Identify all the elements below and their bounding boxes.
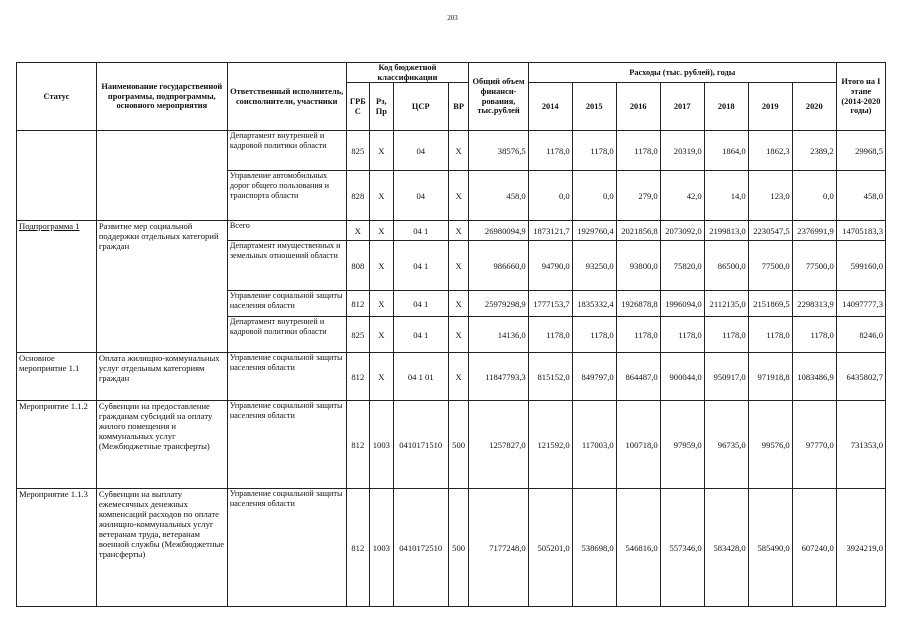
header-year: 2019 (748, 83, 792, 131)
total-cell: 7177248,0 (469, 489, 528, 607)
csr-cell: 04 (393, 131, 448, 171)
year-value-cell: 14,0 (704, 171, 748, 221)
year-value-cell: 864487,0 (616, 353, 660, 401)
header-year: 2015 (572, 83, 616, 131)
year-value-cell: 2073092,0 (660, 221, 704, 241)
year-value-cell: 100718,0 (616, 401, 660, 489)
header-year: 2018 (704, 83, 748, 131)
year-value-cell: 93800,0 (616, 241, 660, 291)
year-value-cell: 93250,0 (572, 241, 616, 291)
rzpr-cell: 1003 (370, 489, 394, 607)
header-status: Статус (17, 63, 97, 131)
total-cell: 458,0 (469, 171, 528, 221)
year-value-cell: 950917,0 (704, 353, 748, 401)
year-value-cell: 815152,0 (528, 353, 572, 401)
year-value-cell: 900044,0 (660, 353, 704, 401)
year-value-cell: 77500,0 (748, 241, 792, 291)
rzpr-cell: 1003 (370, 401, 394, 489)
header-rzpr: Рз, Пр (370, 83, 394, 131)
csr-cell: 04 1 (393, 317, 448, 353)
year-value-cell: 42,0 (660, 171, 704, 221)
vr-cell: Х (448, 171, 469, 221)
grbs-cell: 812 (346, 401, 370, 489)
year-value-cell: 2151869,5 (748, 291, 792, 317)
year-value-cell: 123,0 (748, 171, 792, 221)
header-expenses: Расходы (тыс. рублей), годы (528, 63, 836, 83)
year-value-cell: 557346,0 (660, 489, 704, 607)
name-cell: Оплата жилищно-коммунальных услуг отдельным категориям граждан (96, 353, 227, 401)
rzpr-cell: Х (370, 291, 394, 317)
header-budget-code: Код бюджетной классификации (346, 63, 469, 83)
csr-cell: 04 1 (393, 291, 448, 317)
year-value-cell: 117003,0 (572, 401, 616, 489)
rzpr-cell: Х (370, 171, 394, 221)
header-year: 2016 (616, 83, 660, 131)
header-name: Наименование государственной программы, подпрограммы, основного мероприятия (96, 63, 227, 131)
rzpr-cell: Х (370, 353, 394, 401)
responsible-cell: Управление социальной защиты населения области (227, 489, 346, 607)
responsible-cell: Департамент имущественных и земельных отношений области (227, 241, 346, 291)
stage-total-cell: 458,0 (836, 171, 885, 221)
year-value-cell: 505201,0 (528, 489, 572, 607)
year-value-cell: 607240,0 (792, 489, 836, 607)
responsible-cell: Управление социальной защиты населения области (227, 401, 346, 489)
year-value-cell: 1178,0 (572, 131, 616, 171)
stage-total-cell: 3924219,0 (836, 489, 885, 607)
stage-total-cell: 731353,0 (836, 401, 885, 489)
year-value-cell: 583428,0 (704, 489, 748, 607)
year-value-cell: 585490,0 (748, 489, 792, 607)
rzpr-cell: Х (370, 131, 394, 171)
table-row (17, 401, 886, 489)
year-value-cell: 86500,0 (704, 241, 748, 291)
name-cell: Субвенции на выплату ежемесячных денежных компенсаций расходов по оплате жилищно-коммунальных услуг ветеранам труда, ветеранам военной службы (Межбюджетные трансферты) (96, 489, 227, 607)
stage-total-cell: 6435802,7 (836, 353, 885, 401)
vr-cell: 500 (448, 489, 469, 607)
total-cell: 14136,0 (469, 317, 528, 353)
stage-total-cell: 599160,0 (836, 241, 885, 291)
year-value-cell: 1178,0 (616, 317, 660, 353)
rzpr-cell: Х (370, 317, 394, 353)
status-cell: Подпрограмма 1 (17, 221, 97, 353)
csr-cell: 04 1 (393, 221, 448, 241)
page-number: 203 (447, 14, 458, 22)
grbs-cell: 808 (346, 241, 370, 291)
year-value-cell: 1929760,4 (572, 221, 616, 241)
total-cell: 11847793,3 (469, 353, 528, 401)
vr-cell: Х (448, 221, 469, 241)
year-value-cell: 2376991,9 (792, 221, 836, 241)
year-value-cell: 96735,0 (704, 401, 748, 489)
year-value-cell: 2112135,0 (704, 291, 748, 317)
status-cell: Мероприятие 1.1.2 (17, 401, 97, 489)
responsible-cell: Управление автомобильных дорог общего пользования и транспорта области (227, 171, 346, 221)
vr-cell: Х (448, 317, 469, 353)
total-cell: 38576,5 (469, 131, 528, 171)
stage-total-cell: 29968,5 (836, 131, 885, 171)
total-cell: 1257827,0 (469, 401, 528, 489)
header-year: 2014 (528, 83, 572, 131)
year-value-cell: 0,0 (528, 171, 572, 221)
year-value-cell: 99576,0 (748, 401, 792, 489)
year-value-cell: 1083486,9 (792, 353, 836, 401)
stage-total-cell: 8246,0 (836, 317, 885, 353)
year-value-cell: 20319,0 (660, 131, 704, 171)
table-row (17, 221, 886, 241)
table-row (17, 131, 886, 171)
total-cell: 26980094,9 (469, 221, 528, 241)
vr-cell: Х (448, 291, 469, 317)
year-value-cell: 1178,0 (572, 317, 616, 353)
csr-cell: 04 1 (393, 241, 448, 291)
header-stage-total: Итого на I этапе (2014-2020 годы) (836, 63, 885, 131)
grbs-cell: 812 (346, 353, 370, 401)
year-value-cell: 1926878,8 (616, 291, 660, 317)
header-csr: ЦСР (393, 83, 448, 131)
year-value-cell: 0,0 (572, 171, 616, 221)
year-value-cell: 1862,3 (748, 131, 792, 171)
header-responsible: Ответственный исполнитель, соисполнители, участники (227, 63, 346, 131)
year-value-cell: 1835332,4 (572, 291, 616, 317)
year-value-cell: 94790,0 (528, 241, 572, 291)
total-cell: 25979298,9 (469, 291, 528, 317)
csr-cell: 0410172510 (393, 489, 448, 607)
name-cell: Субвенции на предоставление гражданам субсидий на оплату жилого помещения и коммунальных услуг (Межбюджетные трансферты) (96, 401, 227, 489)
budget-table (16, 62, 886, 607)
status-cell (17, 131, 97, 221)
year-value-cell: 1178,0 (660, 317, 704, 353)
year-value-cell: 121592,0 (528, 401, 572, 489)
responsible-cell: Всего (227, 221, 346, 241)
year-value-cell: 546816,0 (616, 489, 660, 607)
year-value-cell: 97959,0 (660, 401, 704, 489)
year-value-cell: 971918,8 (748, 353, 792, 401)
header-year: 2017 (660, 83, 704, 131)
grbs-cell: 825 (346, 131, 370, 171)
year-value-cell: 1777153,7 (528, 291, 572, 317)
csr-cell: 04 1 01 (393, 353, 448, 401)
year-value-cell: 1178,0 (704, 317, 748, 353)
year-value-cell: 75820,0 (660, 241, 704, 291)
year-value-cell: 279,0 (616, 171, 660, 221)
name-cell: Развитие мер социальной поддержки отдельных категорий граждан (96, 221, 227, 353)
header-grbs: ГРБ С (346, 83, 370, 131)
year-value-cell: 538698,0 (572, 489, 616, 607)
year-value-cell: 1178,0 (528, 317, 572, 353)
table-row (17, 353, 886, 401)
year-value-cell: 77500,0 (792, 241, 836, 291)
year-value-cell: 1996094,0 (660, 291, 704, 317)
grbs-cell: Х (346, 221, 370, 241)
vr-cell: 500 (448, 401, 469, 489)
csr-cell: 04 (393, 171, 448, 221)
status-cell: Мероприятие 1.1.3 (17, 489, 97, 607)
table-row (17, 489, 886, 607)
vr-cell: Х (448, 241, 469, 291)
year-value-cell: 2389,2 (792, 131, 836, 171)
responsible-cell: Департамент внутренней и кадровой политики области (227, 317, 346, 353)
header-vr: ВР (448, 83, 469, 131)
status-cell: Основное мероприятие 1.1 (17, 353, 97, 401)
year-value-cell: 97770,0 (792, 401, 836, 489)
csr-cell: 0410171510 (393, 401, 448, 489)
responsible-cell: Управление социальной защиты населения области (227, 291, 346, 317)
year-value-cell: 2230547,5 (748, 221, 792, 241)
year-value-cell: 1178,0 (616, 131, 660, 171)
year-value-cell: 849797,0 (572, 353, 616, 401)
vr-cell: Х (448, 131, 469, 171)
responsible-cell: Управление социальной защиты населения области (227, 353, 346, 401)
year-value-cell: 0,0 (792, 171, 836, 221)
year-value-cell: 2199813,0 (704, 221, 748, 241)
total-cell: 986660,0 (469, 241, 528, 291)
header-year: 2020 (792, 83, 836, 131)
stage-total-cell: 14705183,3 (836, 221, 885, 241)
rzpr-cell: Х (370, 241, 394, 291)
year-value-cell: 1178,0 (528, 131, 572, 171)
stage-total-cell: 14097777,3 (836, 291, 885, 317)
year-value-cell: 1864,0 (704, 131, 748, 171)
year-value-cell: 2298313,9 (792, 291, 836, 317)
rzpr-cell: Х (370, 221, 394, 241)
header-total-financing: Общий объем финанси-рования, тыс.рублей (469, 63, 528, 131)
grbs-cell: 812 (346, 291, 370, 317)
vr-cell: Х (448, 353, 469, 401)
year-value-cell: 1178,0 (792, 317, 836, 353)
grbs-cell: 812 (346, 489, 370, 607)
name-cell (96, 131, 227, 221)
grbs-cell: 828 (346, 171, 370, 221)
year-value-cell: 2021856,8 (616, 221, 660, 241)
responsible-cell: Департамент внутренней и кадровой политики области (227, 131, 346, 171)
grbs-cell: 825 (346, 317, 370, 353)
year-value-cell: 1178,0 (748, 317, 792, 353)
year-value-cell: 1873121,7 (528, 221, 572, 241)
